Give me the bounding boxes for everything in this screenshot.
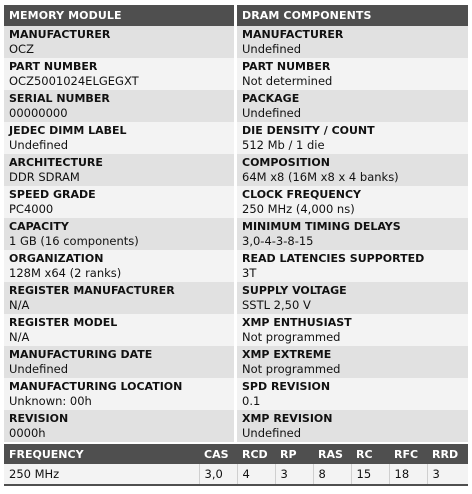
timing-header-frequency: FREQUENCY [4,444,199,464]
field-label: PART NUMBER [9,60,98,73]
timing-header-cas: CAS [199,444,237,464]
field-value: Not programmed [242,330,341,344]
dc-row-part-number [237,58,468,90]
field-label: SPD REVISION [242,380,331,393]
memory-module-rows [4,26,234,442]
mm-row-architecture [4,154,234,186]
timing-header-row [4,444,468,464]
mm-row-part-number [4,58,234,90]
dc-row-manufacturer [237,26,468,58]
dc-row-xmp-enthusiast [237,314,468,346]
field-value: SSTL 2,50 V [242,298,311,312]
dc-row-spd-revision [237,378,468,410]
field-label: XMP EXTREME [242,348,332,361]
timing-header-rc: RC [351,444,389,464]
mm-row-revision [4,410,234,442]
mm-row-organization [4,250,234,282]
timing-rcd: 4 [237,464,275,485]
field-label: MANUFACTURER [9,28,111,41]
field-value: Not determined [242,74,333,88]
timing-row [4,464,468,485]
field-label: REVISION [9,412,69,425]
field-value: 512 Mb / 1 die [242,138,325,152]
dc-row-supply-voltage [237,282,468,314]
dc-row-xmp-extreme [237,346,468,378]
dram-components-column [237,5,468,442]
field-value: 0.1 [242,394,261,408]
dc-row-composition [237,154,468,186]
field-label: CLOCK FREQUENCY [242,188,362,201]
timing-rp: 3 [275,464,313,485]
field-label: ARCHITECTURE [9,156,103,169]
field-label: CAPACITY [9,220,69,233]
field-label: MANUFACTURER [242,28,344,41]
mm-row-manufacturing-date [4,346,234,378]
field-label: SERIAL NUMBER [9,92,110,105]
field-value: PC4000 [9,202,54,216]
timing-header-ras: RAS [313,444,351,464]
field-value: Not programmed [242,362,341,376]
timing-frequency: 250 MHz [4,464,199,485]
field-value: Undefined [9,362,68,376]
field-label: XMP ENTHUSIAST [242,316,352,329]
field-label: PART NUMBER [242,60,331,73]
field-value: 1 GB (16 components) [9,234,139,248]
timing-header-rrd: RRD [427,444,468,464]
dc-row-minimum-timing-delays [237,218,468,250]
memory-module-column [4,5,234,442]
field-label: COMPOSITION [242,156,330,169]
field-value: 64M x8 (16M x8 x 4 banks) [242,170,399,184]
field-label: DIE DENSITY / COUNT [242,124,375,137]
field-label: SUPPLY VOLTAGE [242,284,347,297]
field-value: Undefined [242,106,301,120]
dc-row-read-latencies [237,250,468,282]
field-value: Undefined [9,138,68,152]
dram-components-rows [237,26,468,442]
field-label: REGISTER MODEL [9,316,118,329]
timing-header-rfc: RFC [389,444,427,464]
field-label: ORGANIZATION [9,252,104,265]
dc-row-clock-frequency [237,186,468,218]
timing-ras: 8 [313,464,351,485]
timing-rrd: 3 [427,464,468,485]
timing-header-rp: RP [275,444,313,464]
mm-row-register-model [4,314,234,346]
field-value: OCZ [9,42,34,56]
field-label: READ LATENCIES SUPPORTED [242,252,425,265]
mm-row-jedec-label [4,122,234,154]
field-label: XMP REVISION [242,412,333,425]
field-label: REGISTER MANUFACTURER [9,284,175,297]
field-label: MINIMUM TIMING DELAYS [242,220,401,233]
mm-row-manufacturing-location [4,378,234,410]
field-value: Undefined [242,42,301,56]
dc-row-package [237,90,468,122]
field-value: N/A [9,298,30,312]
field-label: JEDEC DIMM LABEL [9,124,127,137]
timing-header-rcd: RCD [237,444,275,464]
mm-row-capacity [4,218,234,250]
field-value: Undefined [242,426,301,440]
mm-row-manufacturer [4,26,234,58]
field-value: 3T [242,266,257,280]
timing-rc: 15 [351,464,389,485]
mm-row-speed-grade [4,186,234,218]
field-value: 250 MHz (4,000 ns) [242,202,355,216]
field-value: 3,0-4-3-8-15 [242,234,314,248]
dc-row-die-density [237,122,468,154]
timing-rfc: 18 [389,464,427,485]
field-value: N/A [9,330,30,344]
field-value: OCZ5001024ELGEGXT [9,74,139,88]
timing-cas: 3,0 [199,464,237,485]
field-value: 00000000 [9,106,68,120]
info-columns [4,5,468,442]
memory-module-header: MEMORY MODULE [4,5,234,26]
field-value: 0000h [9,426,46,440]
field-label: PACKAGE [242,92,300,105]
dram-components-header: DRAM COMPONENTS [237,5,468,26]
field-label: MANUFACTURING DATE [9,348,153,361]
field-value: 128M x64 (2 ranks) [9,266,122,280]
mm-row-serial-number [4,90,234,122]
dc-row-xmp-revision [237,410,468,442]
field-value: DDR SDRAM [9,170,80,184]
timing-table [4,444,468,486]
field-label: MANUFACTURING LOCATION [9,380,183,393]
spd-panel [4,5,468,486]
field-value: Unknown: 00h [9,394,92,408]
field-label: SPEED GRADE [9,188,96,201]
mm-row-register-manufacturer [4,282,234,314]
